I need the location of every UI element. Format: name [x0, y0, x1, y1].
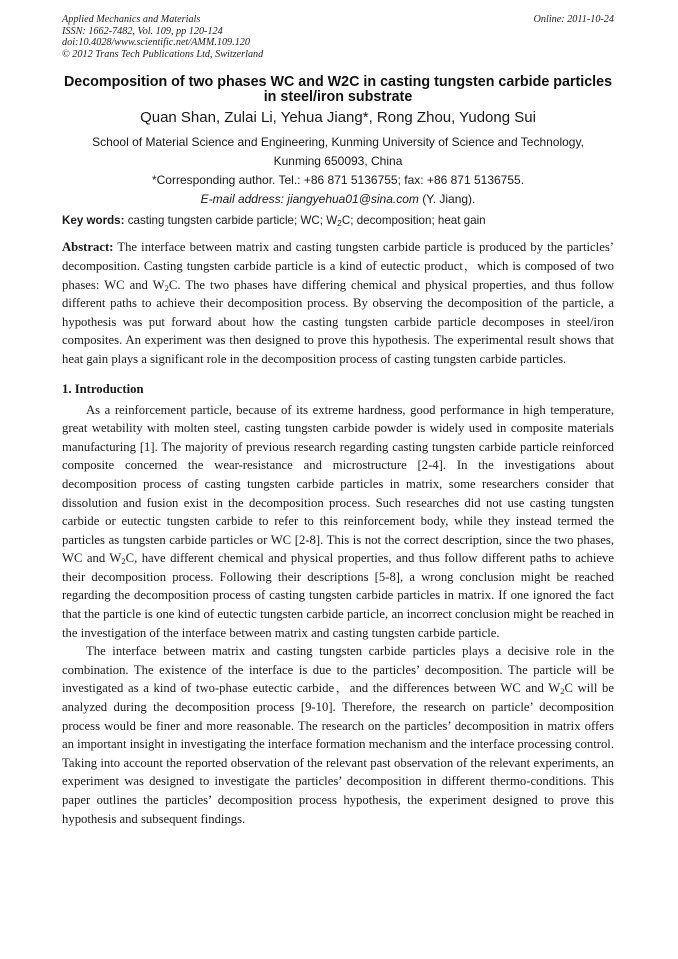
- affiliation-line-1: School of Material Science and Engineering, Kunming University of Science and Technology,: [92, 135, 584, 150]
- email-suffix: (Y. Jiang).: [418, 192, 476, 207]
- abstract-subscript: 2: [164, 282, 169, 293]
- abstract-label: Abstract:: [62, 240, 114, 255]
- doi-line: doi:10.4028/www.scientific.net/AMM.109.120: [62, 37, 250, 49]
- online-date: Online: 2011-10-24: [533, 14, 614, 25]
- copyright-line: © 2012 Trans Tech Publications Ltd, Switzerland: [62, 48, 264, 60]
- email-line: [62, 190, 614, 209]
- intro-paragraph-1: [62, 401, 614, 643]
- journal-masthead: [62, 14, 614, 60]
- intro-p1-text-a: As a reinforcement particle, because of its extreme hardness, good performance in high temperature, great wetability with molten steel, casting tungsten carbide powder is widely used in composite materials manufacturing [1]. The majority of previous research regarding casting tungsten carbide particle reinforced composite concerned the wear-resistance and microstructure [2-4]. In the investigations about decomposition process of casting tungsten carbide particles in matrix, some researchers consider that dissolution and fusion exist in the decomposition process. Such researches did not use casting tungsten carbide or eutectic tungsten carbide to refer to this reinforcement body, while they instead termed the particles as tungsten carbide particles or WC [2-8]. This is not the correct description, since the two phases, WC and W: [62, 402, 614, 566]
- author-list: Quan Shan, Zulai Li, Yehua Jiang*, Rong Zhou, Yudong Sui: [140, 109, 536, 127]
- abstract: [62, 238, 614, 368]
- keywords-subscript: 2: [337, 218, 342, 229]
- paper-title: Decomposition of two phases WC and W2C in casting tungsten carbide particles in steel/iron substrate: [63, 74, 613, 105]
- keywords-text-1: casting tungsten carbide particle; WC; W: [124, 214, 338, 228]
- intro-p2-text-a: The interface between matrix and casting tungsten carbide particles plays a decisive role in the combination. The existence of the interface is due to the particles’ decomposition. The particle will be investigated as a kind of two-phase eutectic carbide，and the differences between WC and W: [62, 644, 614, 696]
- keywords-label: Key words:: [62, 214, 125, 228]
- intro-p2-text-b: C will be analyzed during the decomposition process [9-10]. Therefore, the research on particle’ decomposition process would be finer and more reasonable. The research on the particles’ decomposition in matrix offers an important insight in investigating the interface formation mechanism and the interface processing control. Taking into account the reported observation of the relevant past observation of the relevant experiments, an experiment was designed to investigate the particles’ decomposition in different thermo-conditions. This paper outlines the particles’ decomposition process hypothesis, the experiment designed to prove this hypothesis and subsequent findings.: [62, 681, 614, 826]
- journal-name: Applied Mechanics and Materials: [62, 14, 201, 25]
- intro-p1-subscript: 2: [121, 556, 126, 567]
- corresponding-author: *Corresponding author. Tel.: +86 871 5136755; fax: +86 871 5136755.: [151, 173, 525, 188]
- intro-p2-subscript: 2: [560, 686, 565, 697]
- abstract-text-1: The interface between matrix and casting tungsten carbide particle is produced by the particles’ decomposition. Casting tungsten carbide particle is a kind of eutectic product，which is composed of two phases: WC and W: [62, 240, 614, 292]
- section-heading-introduction: 1. Introduction: [62, 381, 144, 396]
- email-address[interactable]: E-mail address: jiangyehua01@sina.com: [200, 192, 419, 207]
- affiliation-block: [62, 133, 614, 209]
- issn-line: ISSN: 1662-7482, Vol. 109, pp 120-124: [62, 25, 223, 37]
- affiliation-line-2: Kunming 650093, China: [273, 154, 403, 169]
- abstract-text-2: C. The two phases have differing chemical and physical properties, and thus follow different paths to achieve their decomposition process. By observing the decomposition of the particle, a hypothesis was put forward about how the casting tungsten carbide particle decomposes in steel/iron composites. An experiment was then designed to prove this hypothesis. The experimental result shows that heat gain plays a significant role in the decomposition process of casting tungsten carbide particles.: [62, 277, 614, 366]
- intro-p1-text-b: C, have different chemical and physical properties, and thus follow different paths to achieve their decomposition process. Following their descriptions [5-8], a wrong conclusion might be reached regarding the decomposition process of casting tungsten carbide particles in matrix. If one ignored the fact that the particle is one kind of eutectic tungsten carbide particle, an incorrect conclusion might be reached in the investigation of the interface between matrix and casting tungsten carbide particle.: [62, 551, 614, 640]
- paper-page: [62, 14, 614, 828]
- intro-paragraph-2: [62, 642, 614, 828]
- keywords: [62, 214, 614, 228]
- keywords-text-2: C; decomposition; heat gain: [341, 214, 486, 228]
